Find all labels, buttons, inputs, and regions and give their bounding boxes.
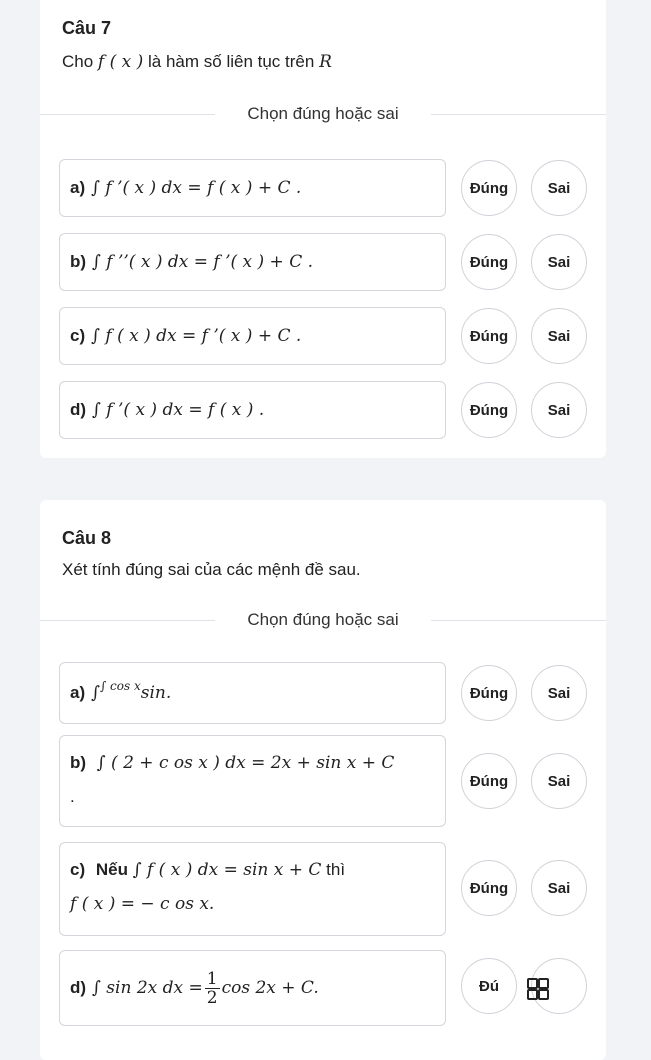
question-7-card xyxy=(40,0,606,458)
true-button[interactable]: Đúng xyxy=(461,753,517,809)
false-button[interactable]: Sai xyxy=(531,160,587,216)
statement-text: b) ∫ f ’’( x ) dx = f ’( x ) + C . xyxy=(59,233,446,291)
section-divider xyxy=(40,104,606,124)
statement-text: d) ∫ f ’( x ) dx = f ( x ) . xyxy=(59,381,446,439)
section-label: Chọn đúng hoặc sai xyxy=(247,610,399,629)
statement-text: c) ∫ f ( x ) dx = f ’( x ) + C . xyxy=(59,307,446,365)
false-button[interactable]: Sai xyxy=(531,860,587,916)
false-button[interactable]: Sai xyxy=(531,234,587,290)
question-prompt: Xét tính đúng sai của các mệnh đề sau. xyxy=(62,560,361,579)
grid-icon[interactable] xyxy=(527,978,549,1000)
false-button[interactable]: Sai xyxy=(531,665,587,721)
question-title: Câu 7 xyxy=(62,18,112,38)
true-button[interactable]: Đúng xyxy=(461,308,517,364)
statement-text: d) ∫ sin 2x dx = $\frac{1}{2}$ cos 2x + C. xyxy=(59,950,446,1026)
true-button[interactable]: Đúng xyxy=(461,860,517,916)
false-button[interactable]: Sai xyxy=(531,382,587,438)
false-button[interactable]: Sai xyxy=(531,753,587,809)
false-button[interactable]: Sai xyxy=(531,308,587,364)
true-button[interactable]: Đú xyxy=(461,958,517,1014)
section-label: Chọn đúng hoặc sai xyxy=(247,104,399,123)
true-button[interactable]: Đúng xyxy=(461,665,517,721)
statement-text: a) ∫ f ’( x ) dx = f ( x ) + C . xyxy=(59,159,446,217)
statement-text: c) Nếu ∫ f ( x ) dx = sin x + C thì f ( x ) = − c os x. xyxy=(59,842,446,936)
statement-text: b) ∫ ( 2 + c os x ) dx = 2x + sin x + C . xyxy=(59,735,446,827)
true-button[interactable]: Đúng xyxy=(461,160,517,216)
question-prompt: Cho f ( x ) là hàm số liên tục trên R xyxy=(62,52,332,72)
fraction: $\frac{1}{2}$ xyxy=(206,968,218,1008)
true-button[interactable]: Đúng xyxy=(461,382,517,438)
question-8-card xyxy=(40,500,606,1060)
section-divider xyxy=(40,610,606,630)
statement-text: a) ∫ $^{\int cos x}$ sin. xyxy=(59,662,446,724)
true-button[interactable]: Đúng xyxy=(461,234,517,290)
question-title: Câu 8 xyxy=(62,528,112,548)
